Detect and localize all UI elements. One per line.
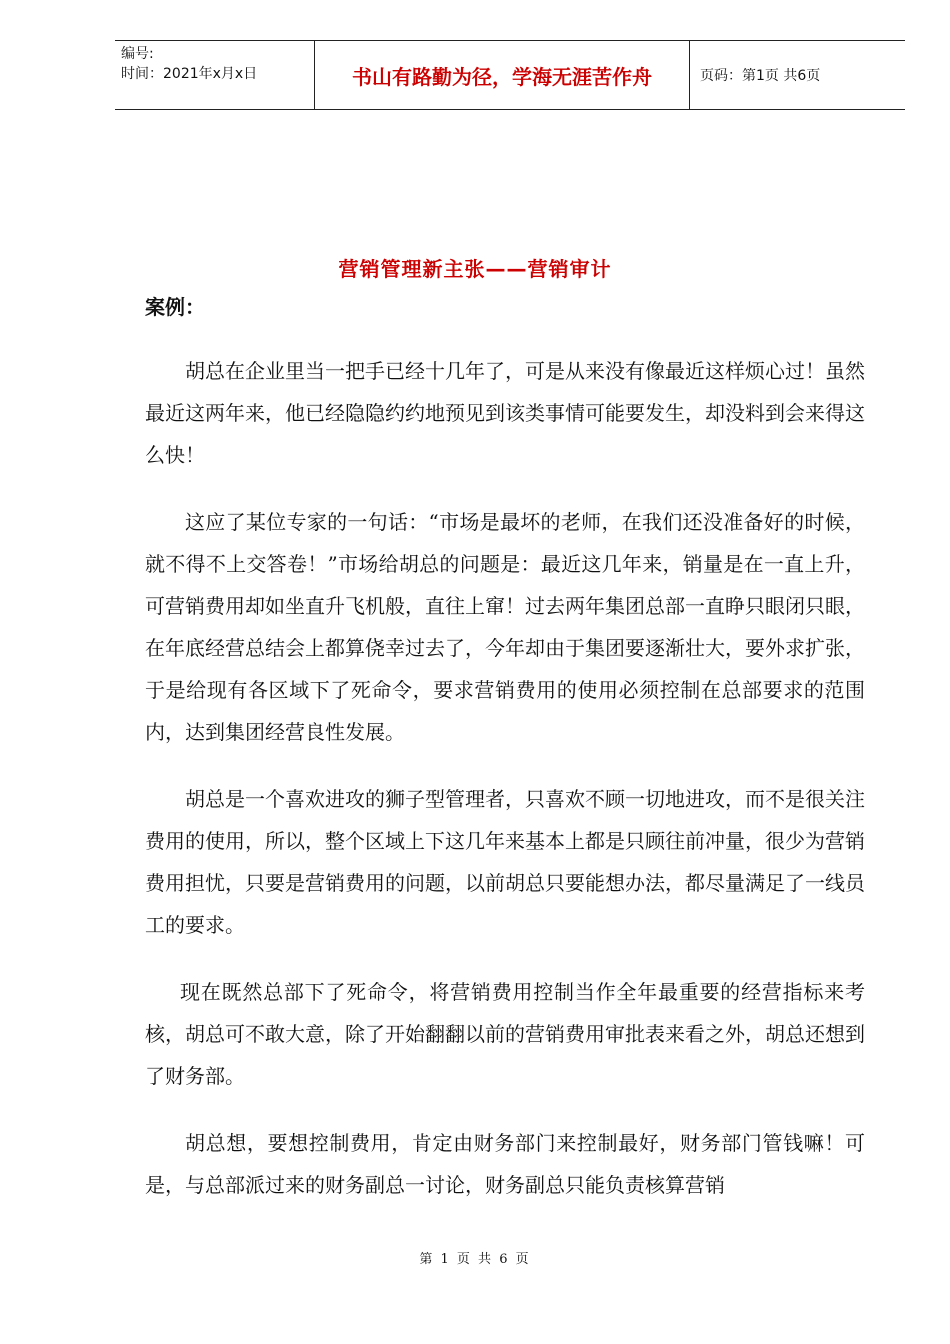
header-motto: 书山有路勤为径，学海无涯苦作舟 [315, 41, 690, 109]
page-footer: 第 1 页 共 6 页 [419, 1252, 531, 1267]
time-label: 时间：2021年x月x日 [121, 66, 258, 82]
document-body [145, 350, 865, 1231]
header-table [115, 40, 905, 110]
document-title: 营销管理新主张——营销审计 [338, 257, 612, 281]
paragraph-3: 胡总是一个喜欢进攻的狮子型管理者，只喜欢不顾一切地进攻，而不是很关注费用的使用，所以，整个区域上下这几年来基本上都是只顾往前冲量，很少为营销费用担忧，只要是营销费用的问题，以前胡总只要能想办法，都尽量满足了一线员工的要求。 [145, 787, 865, 937]
case-label: 案例： [145, 295, 205, 319]
number-label: 编号: [121, 46, 154, 62]
paragraph-1: 胡总在企业里当一把手已经十几年了，可是从来没有像最近这样烦心过！虽然最近这两年来，他已经隐隐约约地预见到该类事情可能要发生，却没料到会来得这么快！ [145, 359, 865, 467]
paragraph-4: 现在既然总部下了死命令，将营销费用控制当作全年最重要的经营指标来考核，胡总可不敢大意，除了开始翻翻以前的营销费用审批表来看之外，胡总还想到了财务部。 [145, 980, 865, 1088]
header-page-info: 页码：第1页 共6页 [700, 68, 821, 84]
paragraph-2: 这应了某位专家的一句话：“市场是最坏的老师，在我们还没准备好的时候，就不得不上交答卷！”市场给胡总的问题是：最近这几年来，销量是在一直上升，可营销费用却如坐直升飞机般，直往上窜！过去两年集团总部一直睁只眼闭只眼，在年底经营总结会上都算侥幸过去了，今年却由于集团要逐渐壮大，要外求扩张，于是给现有各区域下了死命令，要求营销费用的使用必须控制在总部要求的范围内，达到集团经营良性发展。 [145, 510, 865, 744]
paragraph-5: 胡总想，要想控制费用，肯定由财务部门来控制最好，财务部门管钱嘛！可是，与总部派过来的财务副总一讨论，财务副总只能负责核算营销 [145, 1131, 865, 1197]
header-meta [115, 41, 315, 109]
